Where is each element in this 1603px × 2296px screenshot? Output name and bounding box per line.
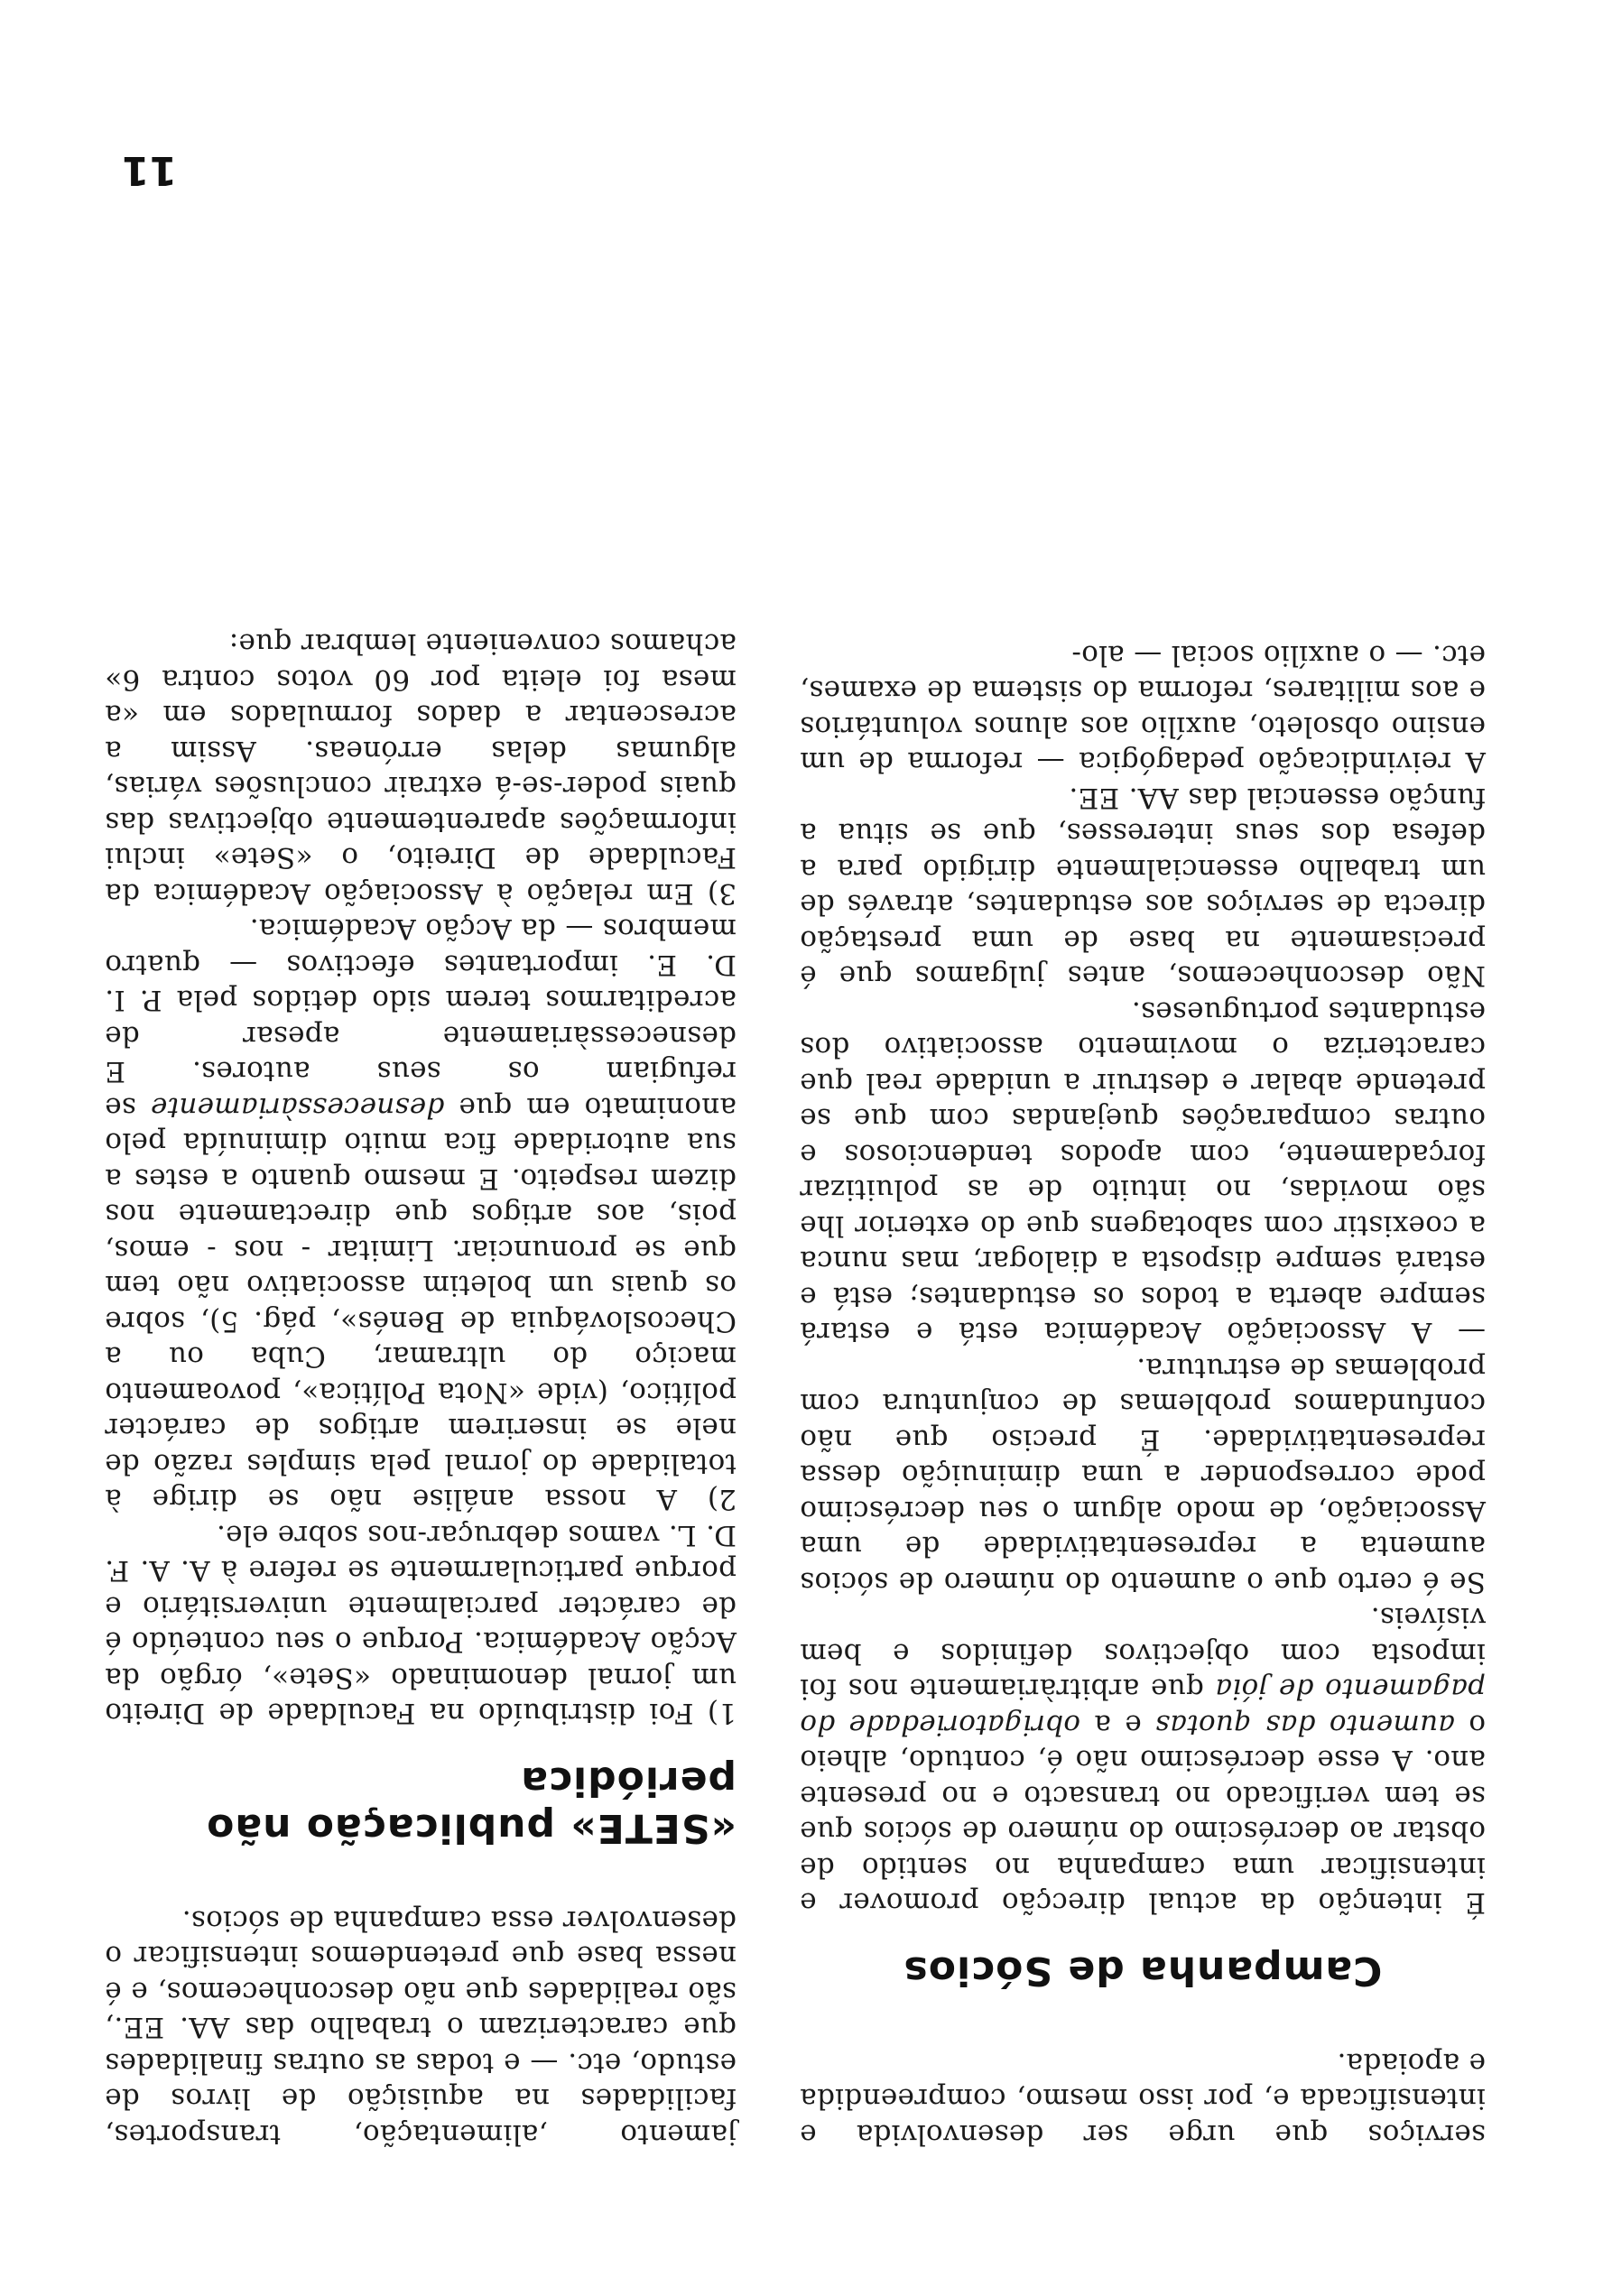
p1-text-e: que arbitràriamente nos foi imposta com objectivos definidos e bem visíveis. (800, 1601, 1486, 1706)
right-paragraph-3: 3) Em relação à Associação Académica da Faculdade de Direito, o «Sete» inclui informações aparentemente objectivas das quais poder-se-á extrair conclusões várias, algumas delas erróneas. Assim a acrescentar a dados formulados em «a mesa foi eleita por 60 votos contra 6» achamos conveniente lembrar que: (105, 627, 737, 910)
left-paragraph-1 (800, 1599, 1486, 1921)
p1-italic-quotas: aumento das quotas (1154, 1708, 1455, 1741)
p2-italic-desnecessariamente: desnecessàriamente (150, 1091, 445, 1124)
left-column (800, 637, 1486, 2152)
right-intro-paragraph: jamento ,alimentação, transportes, facilidades na aquisição de livros de estudo, etc. — e todas as outras finalidades que caracterizam o trabalho das AA. EE., são realidades que não desconhecemos, e é nessa base que pretendemos intensificar o desenvolver essa campanha de sócios. (105, 1904, 737, 2151)
section-heading-campanha: Campanha de Sócios (903, 1948, 1383, 1995)
left-paragraph-5: A reivindicação pedagógica — reforma de um ensino obsoleto, auxílio aos alunos voluntários e aos militares, reforma do sistema de exames, etc. — o auxílio social — alo- (800, 639, 1486, 779)
left-paragraph-4: Não desconhecemos, antes julgamos que é precisamente na base de uma prestação directa de serviços aos estudantes, através de um trabalho essencialmente dirigido para a defesa dos seus interesses, que se situa a função essencial das AA. EE. (800, 782, 1486, 993)
page-number: 11 (121, 147, 177, 193)
p1-text-a: É intenção da actual direcção promover e intensificar uma campanha no sentido de obstar ao decréscimo do número de sócios que se tem verificado no transacto e no presente ano. A esse decréscimo não é, contudo, alheio o (800, 1708, 1486, 1920)
right-column (105, 625, 737, 2152)
p2-text-a: 2) A nossa análise não se dirige à totalidade do jornal pela simples razão de nele se inserirem artigos de carácter político, (vide «Nota Política», povoamento maciço do ultramar, Cuba ou a Checoslováquia de Benés», pág. 5), sobre os quais um boletim associativo não tem que se pronunciar. Limitar - nos - emos, pois, aos artigos que directamente nos dizem respeito. E mesmo quanto a estes a sua autoridade fica muito diminuída pelo anonimato em que (105, 1091, 737, 1516)
right-paragraph-1: 1) Foi distribuído na Faculdade de Direito um jornal denominado «Sete», órgão da Acção Académica. Porque o seu conteúdo é de carácter parcialmente universitário e porque particularmente se refere à A. A. F. D. L. vamos debruçar-nos sobre ele. (105, 1519, 737, 1730)
left-paragraph-3: — A Associação Académica está e estará sempre aberta a todos os estudantes; está e estará sempre disposta a dialogar, mas nunca a coexistir com sabotagens que do exterior lhe são movidas, no intuito de as poluitizar forçadamente, com apodos tendenciosos e outras comparações quejandas com que se pretende abalar e destruir a unidade real que caracteriza o movimento associativo dos estudantes portugueses. (800, 995, 1486, 1349)
p1-text-c: e a (1080, 1708, 1155, 1741)
section-heading-sete: «SETE» publicação não periódica (206, 1758, 737, 1852)
p2-text-b: se refugiam os seus autores. E desnecessàriamente apesar de acreditarmos terem sido detidos pela P. I. D. E. importantes efectivos — quatro membros — da Acção Académica. (105, 912, 737, 1124)
left-intro-paragraph: serviços que urge ser desenvolvida e intensificada e, por isso mesmo, compreendida e apoiada. (800, 2047, 1486, 2151)
left-paragraph-2: Se é certo que o aumento do número de sócios aumenta a representatividade de uma Associação, de modo algum o seu decréscimo pode corresponder a uma diminuição dessa representatividade. É preciso que não confundamos problemas de conjuntura com problemas de estrutura. (800, 1352, 1486, 1598)
p1-italic-joia: obrigatoriedade do pagamento de jóia (800, 1672, 1486, 1741)
right-paragraph-2 (105, 911, 737, 1517)
